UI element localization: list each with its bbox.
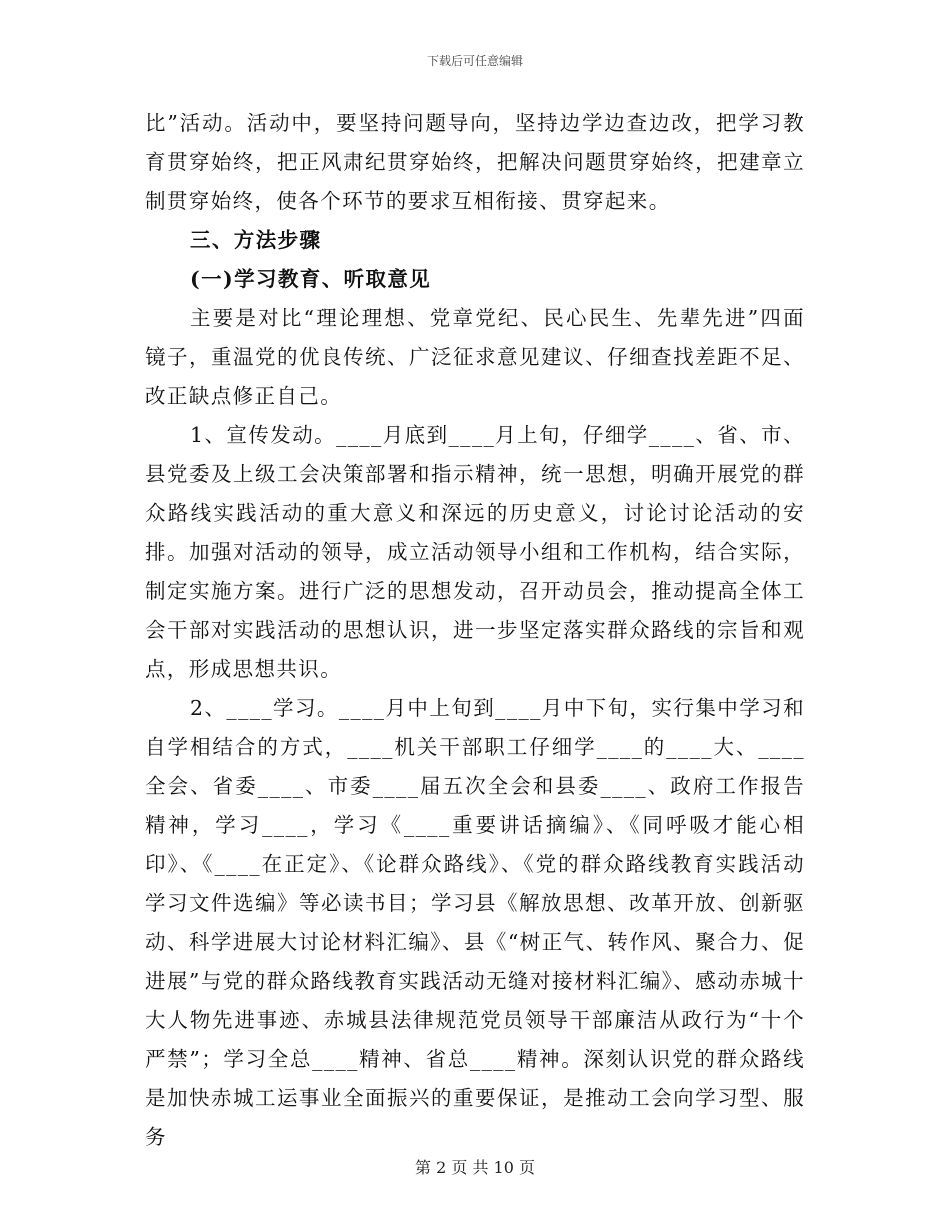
page-header: 下载后可任意编辑 — [426, 54, 523, 68]
paragraph: 1、宣传发动。____月底到____月上旬，仔细学____、省、市、县党委及上级工会决策部署和指示精神，统一思想，明确开展党的群众路线实践活动的重大意义和深远的历史意义，讨论讨论活动的安排。加强对活动的领导，成立活动领导小组和工作机构，结合实际，制定实施方案。进行广泛的思想发动，召开动员会，推动提高全体工会干部对实践活动的思想认识，进一步坚定落实群众路线的宗旨和观点，形成思想共识。 — [145, 423, 805, 681]
paragraph: 主要是对比“理论理想、党章党纪、民心民生、先辈先进”四面镜子，重温党的优良传统、广泛征求意见建议、仔细查找差距不足、改正缺点修正自己。 — [145, 306, 805, 408]
page-number: 第 2 页 共 10 页 — [415, 1158, 535, 1177]
paragraph-continuation: 比”活动。活动中，要坚持问题导向，坚持边学边查边改，把学习教育贯穿始终，把正风肃纪贯穿始终，把解决问题贯穿始终，把建章立制贯穿始终，使各个环节的要求互相衔接、贯穿起来。 — [145, 111, 805, 213]
section-heading: 三、方法步骤 — [190, 228, 322, 252]
subsection-heading: (一)学习教育、听取意见 — [190, 267, 432, 291]
document-body — [145, 104, 805, 1157]
paragraph: 2、____学习。____月中上旬到____月中下旬，实行集中学习和自学相结合的方式，____机关干部职工仔细学____的____大、____全会、省委____、市委____届五次全会和县委____、政府工作报告精神，学习____，学习《____重要讲话摘编》、《同呼吸才能心相印》、《____在正定》、《论群众路线》、《党的群众路线教育实践活动学习文件选编》等必读书目；学习县《解放思想、改革开放、创新驱动、科学进展大讨论材料汇编》、县《“树正气、转作风、聚合力、促进展”与党的群众路线教育实践活动无缝对接材料汇编》、感动赤城十大人物先进事迹、赤城县法律规范党员领导干部廉洁从政行为“十个严禁”；学习全总____精神、省总____精神。深刻认识党的群众路线是加快赤城工运事业全面振兴的重要保证，是推动工会向学习型、服务 — [145, 696, 805, 1149]
